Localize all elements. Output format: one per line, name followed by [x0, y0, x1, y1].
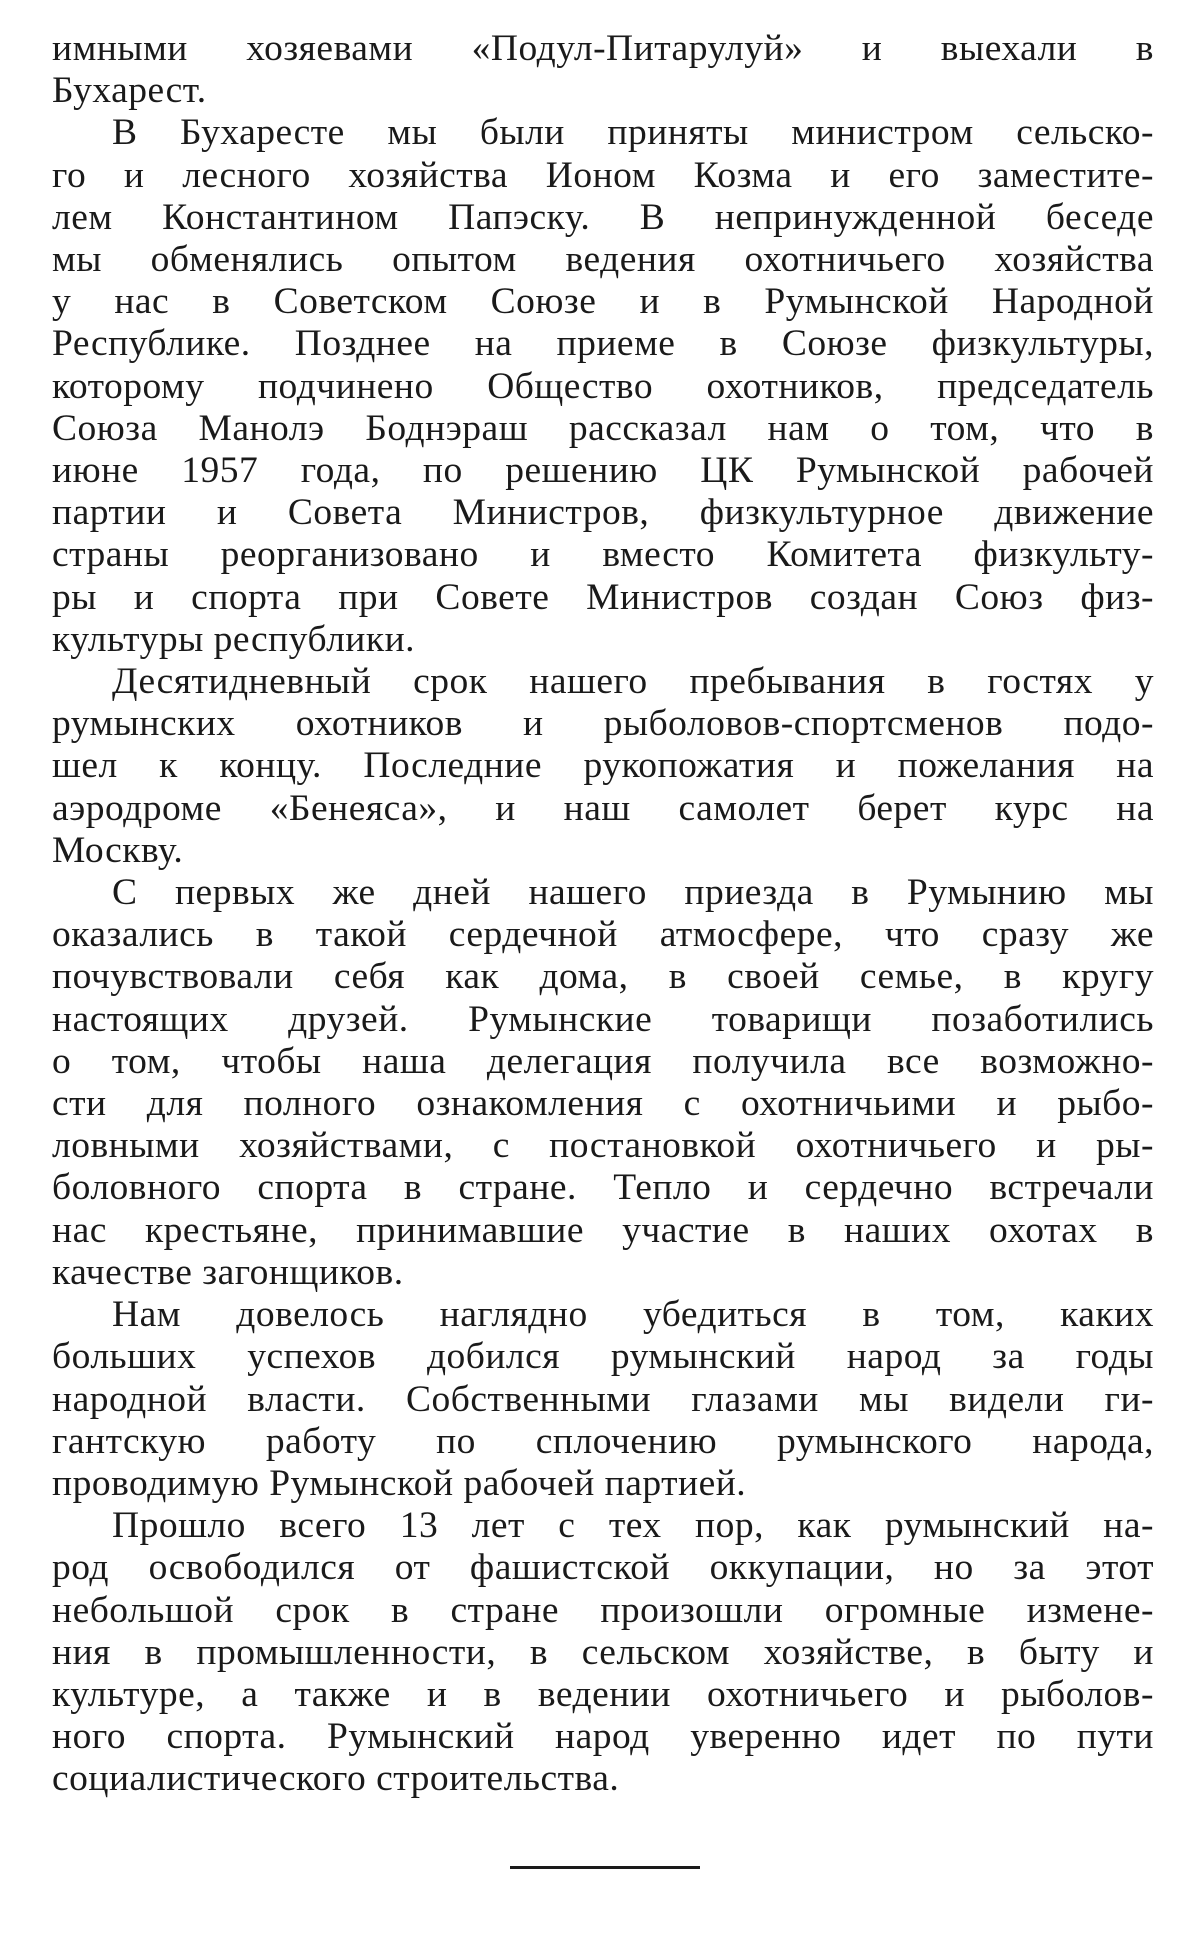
- text-line: культуре, а также и в ведении охотничьего и рыболов-: [52, 1673, 1154, 1715]
- text-line: имными хозяевами «Подул-Питарулуй» и выехали в: [52, 28, 1154, 69]
- text-line: качестве загонщиков.: [52, 1251, 404, 1293]
- text-line: Союза Манолэ Боднэраш рассказал нам о том, что в: [52, 407, 1154, 449]
- text-line: го и лесного хозяйства Ионом Козма и его заместите-: [52, 154, 1154, 196]
- text-line: ры и спорта при Совете Министров создан Союз физ-: [52, 576, 1154, 618]
- text-line: лем Константином Папэску. В непринужденной беседе: [52, 196, 1154, 238]
- paragraph-1: [52, 28, 1154, 112]
- text-line: почувствовали себя как дома, в своей семье, в кругу: [52, 956, 1154, 998]
- text-line: у нас в Советском Союзе и в Румынской Народной: [52, 281, 1154, 323]
- text-line: культуры республики.: [52, 618, 416, 660]
- text-line: больших успехов добился румынский народ за годы: [52, 1336, 1154, 1378]
- text-line: проводимую Румынской рабочей партией.: [52, 1462, 747, 1504]
- text-line: Бухарест.: [52, 70, 207, 112]
- document-page: [52, 28, 1154, 1801]
- text-line: сти для полного ознакомления с охотничьими и рыбо-: [52, 1083, 1154, 1125]
- text-line: Десятидневный срок нашего пребывания в гостях у: [112, 661, 1154, 703]
- text-line: мы обменялись опытом ведения охотничьего хозяйства: [52, 239, 1154, 281]
- paragraph-2: [52, 112, 1154, 661]
- text-line: настоящих друзей. Румынские товарищи позаботились: [52, 998, 1154, 1040]
- text-line: Москву.: [52, 829, 184, 871]
- text-line: ного спорта. Румынский народ уверенно идет по пути: [52, 1716, 1154, 1758]
- text-line: Республике. Позднее на приеме в Союзе физкультуры,: [52, 323, 1154, 365]
- text-line: В Бухаресте мы были приняты министром сельско-: [112, 112, 1154, 154]
- paragraph-6: [52, 1505, 1154, 1800]
- text-line: ния в промышленности, в сельском хозяйстве, в быту и: [52, 1631, 1154, 1673]
- text-line: оказались в такой сердечной атмосфере, что сразу же: [52, 914, 1154, 956]
- text-line: ловными хозяйствами, с постановкой охотничьего и ры-: [52, 1125, 1154, 1167]
- text-line: социалистического строительства.: [52, 1758, 620, 1800]
- text-line: шел к концу. Последние рукопожатия и пожелания на: [52, 745, 1154, 787]
- text-line: род освободился от фашистской оккупации, но за этот: [52, 1547, 1154, 1589]
- paragraph-3: [52, 661, 1154, 872]
- paragraph-5: [52, 1294, 1154, 1505]
- section-divider: [510, 1866, 700, 1869]
- text-line: страны реорганизовано и вместо Комитета физкульту-: [52, 534, 1154, 576]
- text-line: о том, чтобы наша делегация получила все возможно-: [52, 1040, 1154, 1082]
- text-line: Прошло всего 13 лет с тех пор, как румынский на-: [112, 1505, 1154, 1547]
- text-line: боловного спорта в стране. Тепло и сердечно встречали: [52, 1167, 1154, 1209]
- text-line: которому подчинено Общество охотников, председатель: [52, 365, 1154, 407]
- paragraph-4: [52, 872, 1154, 1294]
- text-line: небольшой срок в стране произошли огромные измене-: [52, 1589, 1154, 1631]
- text-line: гантскую работу по сплочению румынского народа,: [52, 1420, 1154, 1462]
- text-line: Нам довелось наглядно убедиться в том, каких: [112, 1294, 1154, 1336]
- text-line: С первых же дней нашего приезда в Румынию мы: [112, 872, 1154, 914]
- text-line: аэродроме «Бенеяса», и наш самолет берет курс на: [52, 787, 1154, 829]
- text-line: румынских охотников и рыболовов-спортсменов подо-: [52, 703, 1154, 745]
- text-line: партии и Совета Министров, физкультурное движение: [52, 492, 1154, 534]
- text-line: народной власти. Собственными глазами мы видели ги-: [52, 1378, 1154, 1420]
- text-line: нас крестьяне, принимавшие участие в наших охотах в: [52, 1209, 1154, 1251]
- text-line: июне 1957 года, по решению ЦК Румынской рабочей: [52, 450, 1154, 492]
